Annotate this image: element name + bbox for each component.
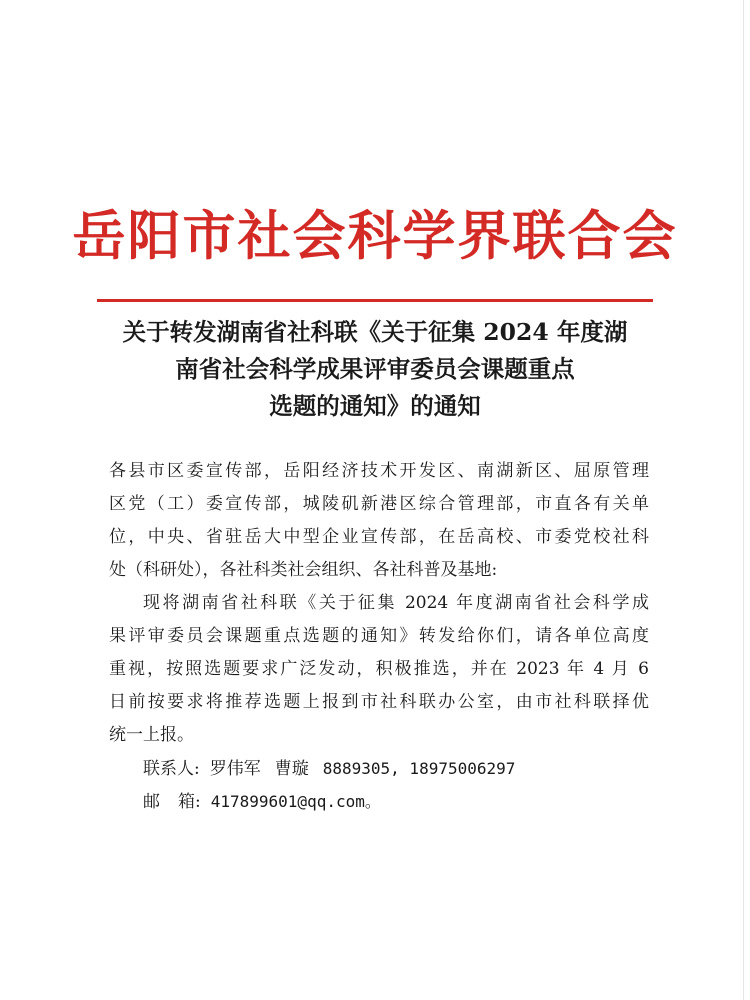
- email-label-1: 邮: [143, 792, 160, 812]
- contact-phones: 8889305, 18975006297: [322, 759, 516, 778]
- recipients-line-4: 处（科研处），各社科类社会组织、各社科普及基地:: [109, 560, 498, 580]
- body-line-1: 现将湖南省社科联《关于征集 2024 年度湖南省社会科学成: [143, 593, 649, 613]
- recipients-line-1: 各县市区委宣传部，岳阳经济技术开发区、南湖新区、屈原管理: [109, 461, 649, 481]
- title-line-1: 关于转发湖南省社科联《关于征集 2024 年度湖: [122, 318, 628, 346]
- body-line-5: 统一上报。: [109, 725, 194, 745]
- title-line-3: 选题的通知》的通知: [269, 392, 481, 420]
- contact-label: 联系人:: [143, 759, 200, 779]
- contact-person-1: 罗伟军: [209, 759, 261, 779]
- contact-person-2: 曹璇: [274, 759, 309, 779]
- email-line: [109, 785, 649, 818]
- document-body: [109, 455, 649, 818]
- recipients-line-2: 区党（工）委宣传部，城陵矶新港区综合管理部，市直各有关单: [109, 494, 649, 514]
- document-title: [0, 314, 750, 425]
- letterhead-title: 岳阳市社会科学界联合会: [72, 205, 678, 267]
- body-line-4: 日前按要求将推荐选题上报到市社科联办公室，由市社科联择优: [109, 692, 649, 712]
- scan-edge-line: [743, 0, 744, 1000]
- email-label-2: 箱:: [178, 792, 201, 812]
- recipients-line-3: 位，中央、省驻岳大中型企业宣传部，在岳高校、市委党校社科: [109, 527, 649, 547]
- body-line-3: 重视，按照选题要求广泛发动，积极推选，并在 2023 年 4 月 6: [109, 659, 649, 679]
- title-line-2: 南省社会科学成果评审委员会课题重点: [175, 355, 575, 383]
- email-address: 417899601@qq.com。: [210, 792, 381, 811]
- letterhead-red-rule: [97, 299, 653, 302]
- contact-line: [109, 752, 649, 785]
- body-line-2: 果评审委员会课题重点选题的通知》转发给你们，请各单位高度: [109, 626, 649, 646]
